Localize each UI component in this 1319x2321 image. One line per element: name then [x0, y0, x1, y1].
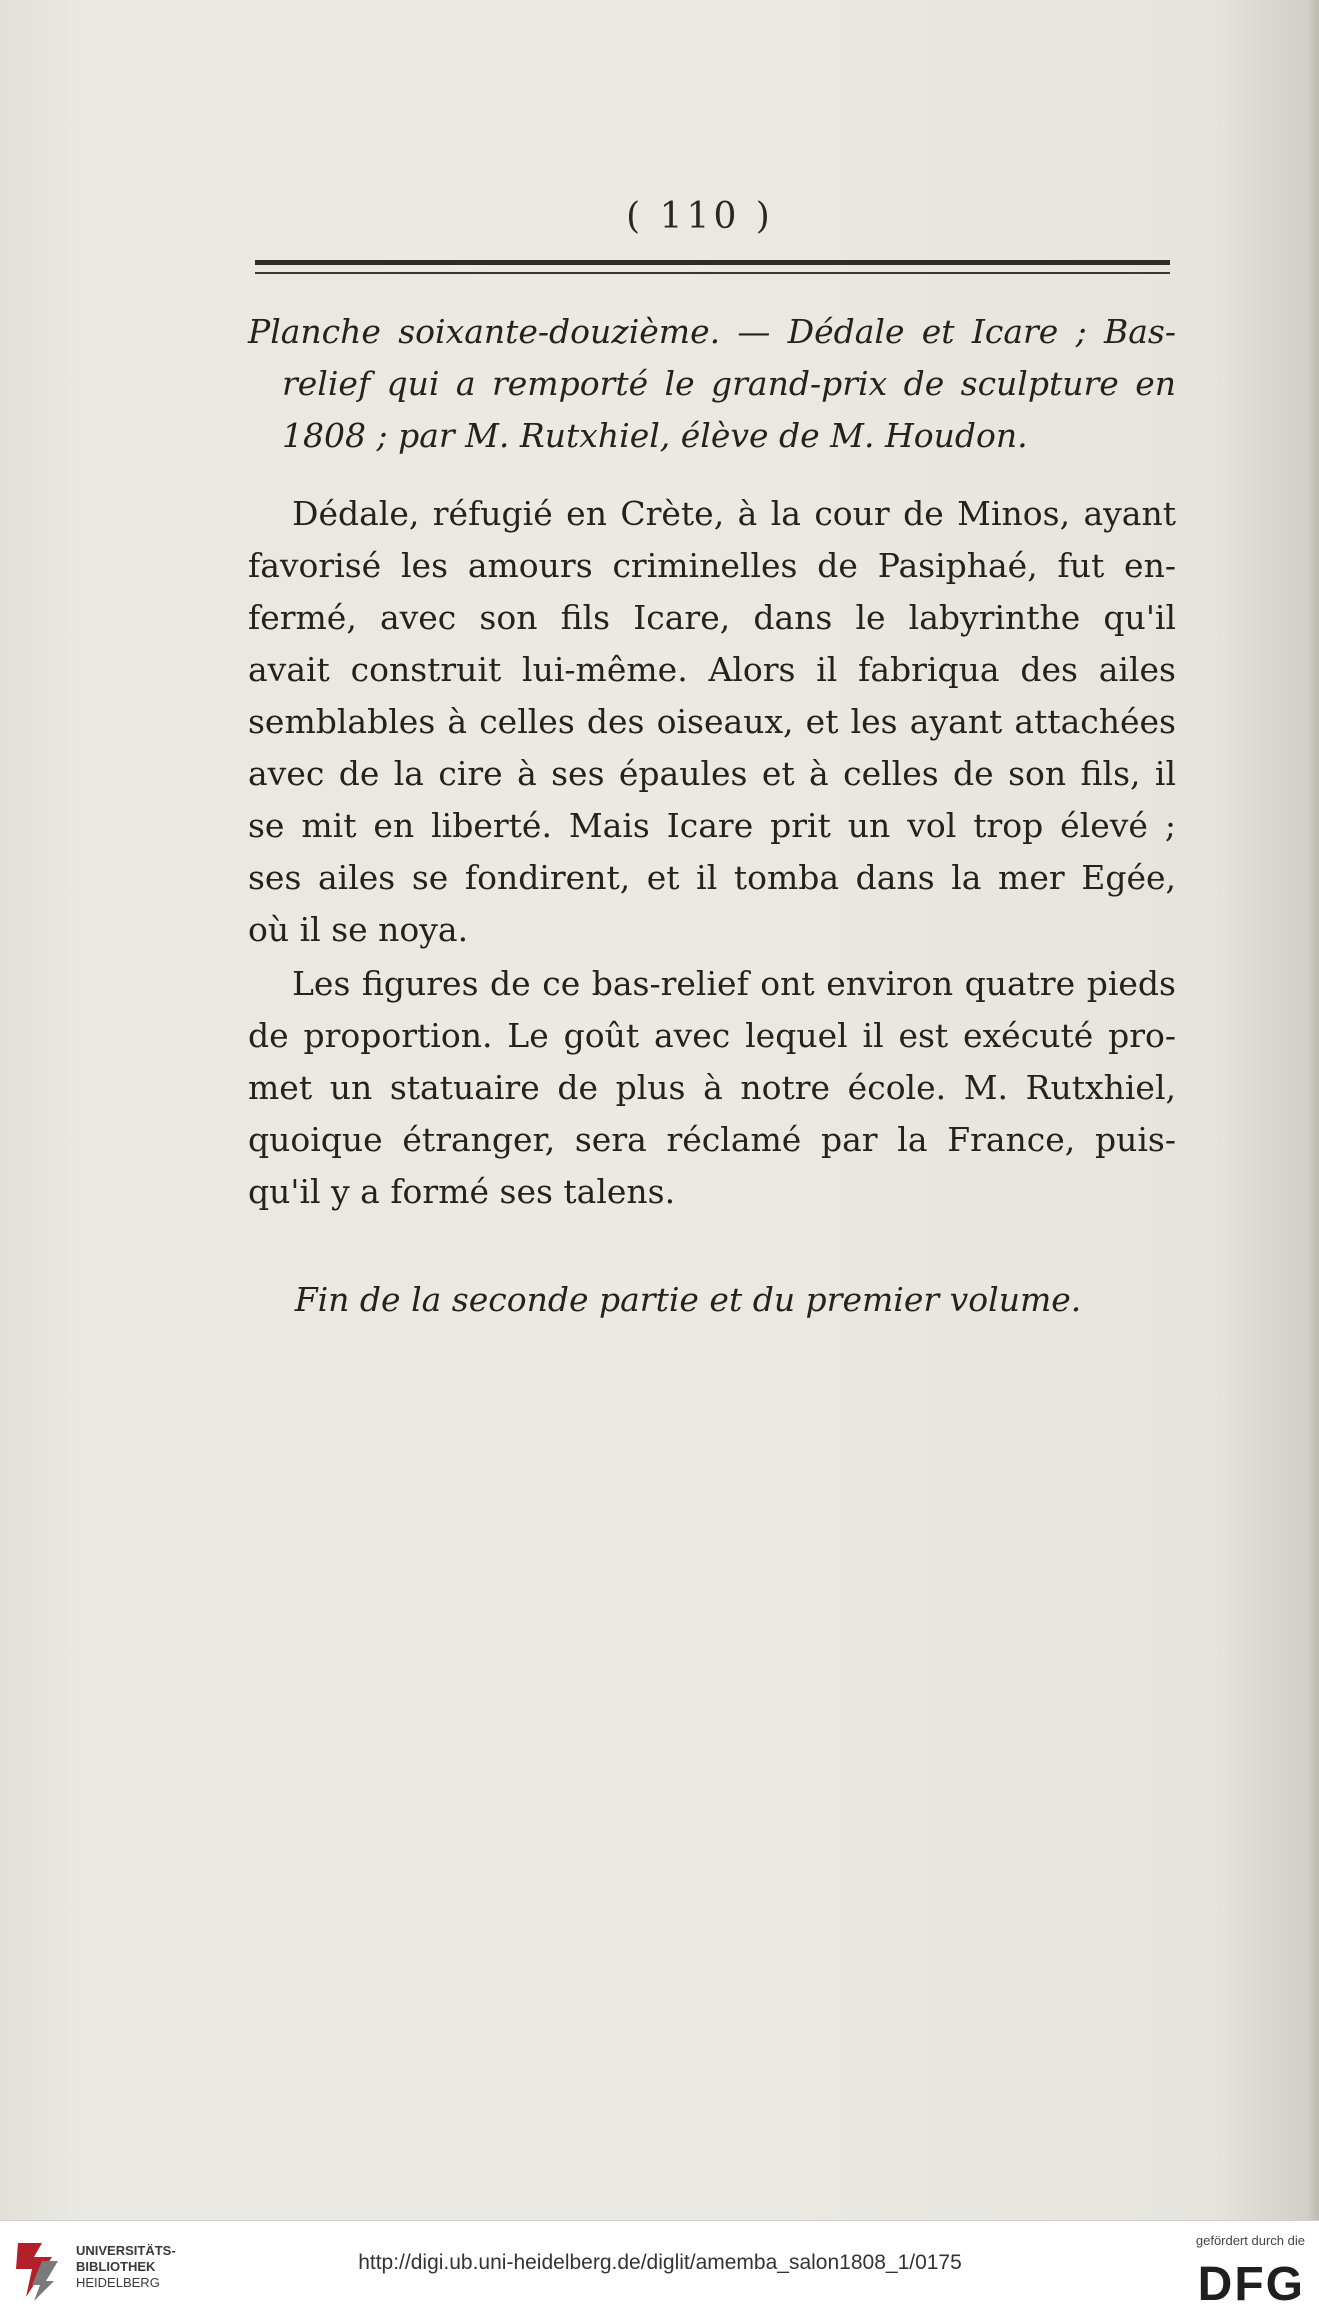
- paragraph-line: quoique étranger, sera réclamé par la France, puis-: [248, 1120, 1176, 1159]
- library-name: [76, 2243, 176, 2291]
- paragraph-line: avec de la cire à ses épaules et à celles de son fils, il: [248, 754, 1176, 793]
- paragraph-line: où il se noya.: [248, 910, 469, 949]
- library-logo-icon: [12, 2237, 62, 2303]
- paragraph-2: [248, 958, 1176, 1218]
- paragraph-line: Dédale, réfugié en Crète, à la cour de Minos, ayant: [292, 494, 1176, 533]
- caption-line: Planche soixante-douzième. — Dédale et Icare ; Bas-: [248, 312, 1176, 351]
- funder-label: gefördert durch die: [1195, 2233, 1305, 2248]
- dfg-logo: DFG: [1197, 2258, 1305, 2311]
- library-name-line: UNIVERSITÄTS-: [76, 2243, 176, 2258]
- source-url-link[interactable]: http://digi.ub.uni-heidelberg.de/diglit/amemba_salon1808_1/0175: [358, 2251, 962, 2274]
- caption-line: relief qui a remporté le grand-prix de sculpture en: [282, 364, 1176, 403]
- paragraph-line: se mit en liberté. Mais Icare prit un vol trop élevé ;: [248, 806, 1176, 845]
- header-rule-thin: [255, 272, 1170, 274]
- paragraph-line: favorisé les amours criminelles de Pasiphaé, fut en-: [248, 546, 1176, 585]
- paragraph-line: avait construit lui-même. Alors il fabriqua des ailes: [248, 650, 1176, 689]
- page-number: ( 110 ): [626, 196, 774, 237]
- paragraph-1: [248, 488, 1176, 956]
- paragraph-line: de proportion. Le goût avec lequel il est exécuté pro-: [248, 1016, 1176, 1055]
- page-edge: [1305, 0, 1319, 2220]
- paragraph-line: met un statuaire de plus à notre école. M. Rutxhiel,: [248, 1068, 1176, 1107]
- paragraph-line: Les figures de ce bas-relief ont environ quatre pieds: [292, 964, 1176, 1003]
- caption-line: 1808 ; par M. Rutxhiel, élève de M. Houdon.: [282, 416, 1028, 455]
- paragraph-line: semblables à celles des oiseaux, et les ayant attachées: [248, 702, 1176, 741]
- closing-line: Fin de la seconde partie et du premier volume.: [294, 1280, 1082, 1319]
- header-rule-thick: [255, 260, 1170, 265]
- paragraph-line: ses ailes se fondirent, et il tomba dans la mer Egée,: [248, 858, 1176, 897]
- viewer-footer: [0, 2220, 1319, 2321]
- paragraph-line: qu'il y a formé ses talens.: [248, 1172, 676, 1211]
- plate-caption: [248, 306, 1176, 462]
- paragraph-line: fermé, avec son fils Icare, dans le labyrinthe qu'il: [248, 598, 1176, 637]
- library-name-line: HEIDELBERG: [76, 2275, 160, 2290]
- library-name-line: BIBLIOTHEK: [76, 2259, 156, 2274]
